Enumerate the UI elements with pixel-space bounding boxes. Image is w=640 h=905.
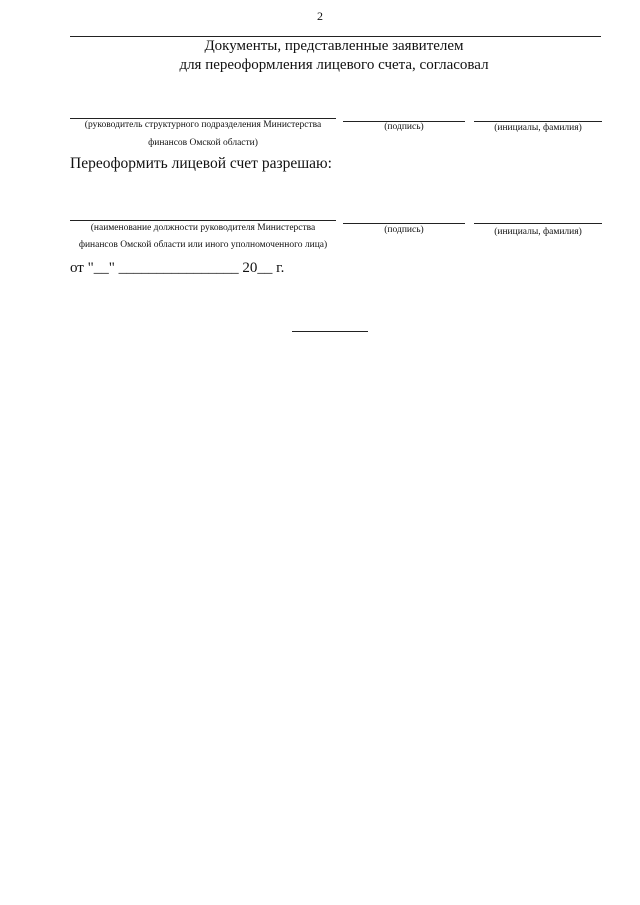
position-caption-2-line-1: (наименование должности руководителя Министерства	[90, 223, 316, 233]
date-month-blank: ________________	[118, 260, 239, 276]
end-rule	[292, 331, 368, 332]
date-prefix: от "	[70, 260, 94, 276]
position-caption-1-line-1: (руководитель структурного подразделения Министерства	[84, 120, 322, 130]
position-line-2	[70, 220, 336, 221]
name-caption-2: (инициалы, фамилия)	[494, 227, 582, 237]
signature-caption-2: (подпись)	[384, 225, 424, 235]
date-line	[70, 260, 284, 277]
name-caption-1: (инициалы, фамилия)	[494, 123, 582, 133]
date-year-prefix: 20	[242, 260, 258, 276]
position-caption-1-line-2: финансов Омской области)	[148, 138, 258, 148]
position-caption-2-line-2: финансов Омской области или иного уполномоченного лица)	[78, 240, 328, 250]
approve-text: Переоформить лицевой счет разрешаю:	[70, 155, 332, 172]
date-quote-close: "	[108, 260, 115, 276]
date-year-blank: __	[257, 260, 273, 276]
date-day-blank: __	[93, 260, 109, 276]
heading-line-2: для переоформления лицевого счета, согласовал	[179, 57, 489, 73]
heading-line-1: Документы, представленные заявителем	[204, 38, 464, 54]
signature-caption-1: (подпись)	[384, 122, 424, 132]
date-suffix: г.	[276, 260, 285, 276]
name-line-2	[474, 223, 602, 224]
page-number: 2	[317, 9, 323, 23]
